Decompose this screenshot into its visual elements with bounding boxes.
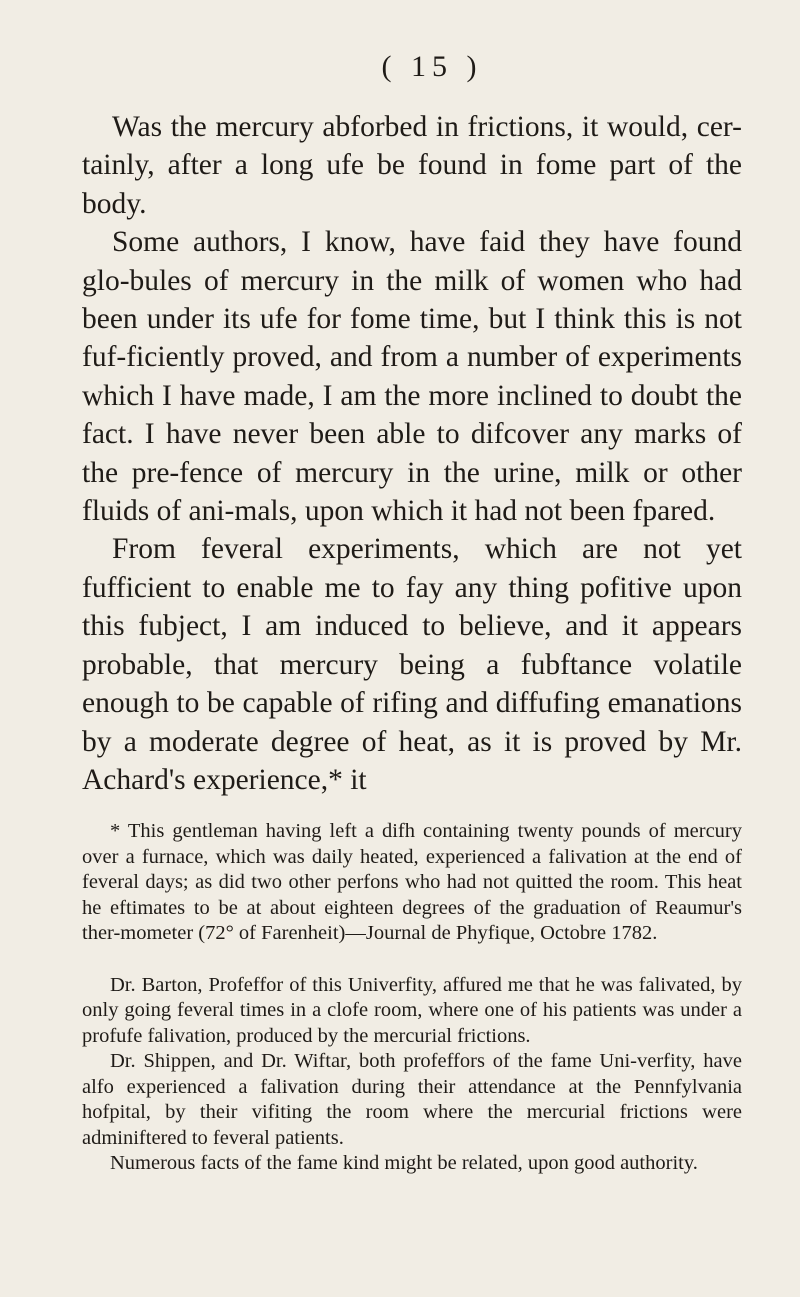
book-page xyxy=(82,50,742,1177)
page-number: ( 15 ) xyxy=(381,50,483,83)
paragraph: Some authors, I know, have faid they have found glo-bules of mercury in the milk of women who had been under its ufe for fome time, but I think this is not fuf-ficiently proved, and from a number of experiments which I have made, I am the more inclined to doubt the fact. I have never been able to difcover any marks of the pre-fence of mercury in the urine, milk or other fluids of ani-mals, upon which it had not been fpared. xyxy=(82,226,742,528)
paragraph: From feveral experiments, which are not yet fufficient to enable me to fay any thing pofitive upon this fubject, I am induced to believe, and it appears probable, that mercury being a fubftance volatile enough to be capable of rifing and diffufing emanations by a moderate degree of heat, as it is proved by Mr. Achard's experience,* it xyxy=(82,533,742,796)
note-paragraph: Dr. Barton, Profeffor of this Univerfity, affured me that he was falivated, by only going feveral times in a clofe room, where one of his patients was under a profufe falivation, produced by the mercurial frictions. xyxy=(82,973,742,1047)
paragraph: Was the mercury abforbed in frictions, it would, cer-tainly, after a long ufe be found in fome part of the body. xyxy=(82,111,742,220)
footnote-text: * This gentleman having left a difh containing twenty pounds of mercury over a furnace, which was daily heated, experienced a falivation at the end of feveral days; as did two other perfons who had not quitted the room. This heat he eftimates to be at about eighteen degrees of the graduation of Reaumur's ther-mometer (72° of Farenheit)—Journal de Phyfique, Octobre 1782. xyxy=(82,820,742,945)
footnote xyxy=(82,819,742,947)
note-paragraph: Numerous facts of the fame kind might be related, upon good authority. xyxy=(110,1152,698,1175)
main-text xyxy=(82,108,742,799)
notes-section xyxy=(82,973,742,1177)
note-paragraph: Dr. Shippen, and Dr. Wiftar, both profeffors of the fame Uni-verfity, have alfo experienced a falivation during their attendance at the Pennfylvania hofpital, by their vifiting the room where the mercurial frictions were adminiftered to feveral patients. xyxy=(82,1050,742,1149)
